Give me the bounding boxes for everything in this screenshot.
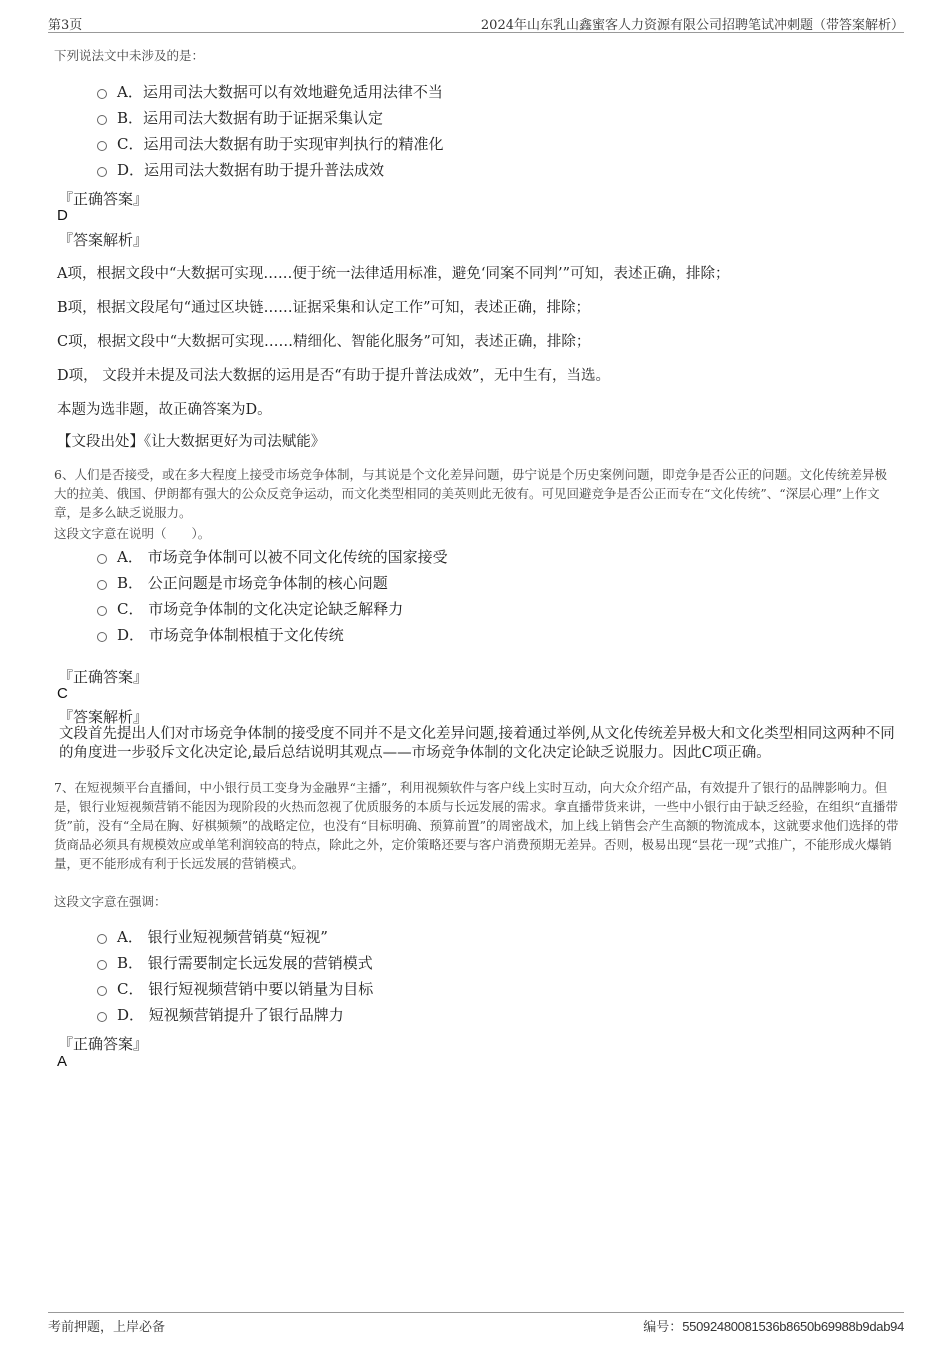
q7-option-a[interactable]: A． 银行业短视频营销莫“短视” [97, 927, 328, 947]
document-title: 2024年山东乳山鑫蜜客人力资源有限公司招聘笔试冲刺题（带答案解析） [480, 18, 904, 33]
q6-option-b[interactable]: B． 公正问题是市场竞争体制的核心问题 [97, 573, 388, 593]
q5-option-b[interactable]: B．运用司法大数据有助于证据采集认定 [97, 108, 383, 128]
q5-source: 【文段出处】《让大数据更好为司法赋能》 [57, 434, 326, 450]
q6-analysis: 文段首先提出人们对市场竞争体制的接受度不同并不是文化差异问题,接着通过举例,从文化传统差异极大和文化类型相同这两种不同的角度进一步驳斥文化决定论,最后总结说明其观点——市场竞争体制的文化决定论缺乏说服力。因此C项正确。 [59, 726, 895, 761]
radio-icon[interactable] [97, 986, 107, 996]
q7-option-b[interactable]: B． 银行需要制定长远发展的营销模式 [97, 953, 373, 973]
page-header [48, 14, 904, 33]
q5-analysis-b: B项，根据文段尾句“通过区块链……证据采集和认定工作”可知，表述正确，排除； [57, 300, 590, 316]
q5-option-d[interactable]: D．运用司法大数据有助于提升普法成效 [97, 160, 384, 180]
q6-option-d[interactable]: D． 市场竞争体制根植于文化传统 [97, 625, 344, 645]
q5-analysis-d: D项， 文段并未提及司法大数据的运用是否“有助于提升普法成效”，无中生有，当选。 [57, 368, 611, 384]
q6-option-a[interactable]: A． 市场竞争体制可以被不同文化传统的国家接受 [97, 547, 448, 567]
q5-answer-label: 『正确答案』 [58, 190, 149, 208]
radio-icon[interactable] [97, 167, 107, 177]
radio-icon[interactable] [97, 960, 107, 970]
q5-option-a[interactable]: A．运用司法大数据可以有效地避免适用法律不当 [97, 82, 443, 102]
radio-icon[interactable] [97, 141, 107, 151]
q5-analysis-c: C项，根据文段中“大数据可实现……精细化、智能化服务”可知，表述正确，排除； [57, 334, 591, 350]
q6-analysis-label: 『答案解析』 [58, 708, 149, 726]
page-number: 第3页 [48, 18, 83, 33]
q7-answer: A [57, 1053, 68, 1070]
document-code [643, 1316, 904, 1335]
q5-analysis-label: 『答案解析』 [58, 231, 149, 249]
q6-answer: C [57, 685, 68, 702]
q7-answer-label: 『正确答案』 [58, 1035, 149, 1053]
radio-icon[interactable] [97, 632, 107, 642]
q7-passage: 7、在短视频平台直播间，中小银行员工变身为金融界“主播”，利用视频软件与客户线上实时互动，向大众介绍产品，有效提升了银行的品牌影响力。但是，银行业短视频营销不能因为现阶段的火热而忽视了优质服务的本质与长远发展的需求。拿直播带货来讲，一些中小银行由于缺乏经验，在组织“直播带货”前，没有“全局在胸、好棋频频”的战略定位，也没有“目标明确、预算前置”的周密战术，加上线上销售会产生高额的物流成本，这就要求他们选择的带货商品必须具有规模效应或单笔利润较高的特点，除此之外，定价策略还要与客户消费预期无差异。否则，极易出现“昙花一现”式推广，不能形成火爆销量，更不能形成有利于长远发展的营销模式。 [54, 780, 899, 871]
radio-icon[interactable] [97, 1012, 107, 1022]
radio-icon[interactable] [97, 115, 107, 125]
radio-icon[interactable] [97, 89, 107, 99]
q6-answer-label: 『正确答案』 [58, 668, 149, 686]
page-footer [48, 1312, 904, 1336]
radio-icon[interactable] [97, 934, 107, 944]
code-value: 55092480081536b8650b69988b9dab94 [682, 1319, 904, 1334]
q6-passage: 6、人们是否接受，或在多大程度上接受市场竞争体制，与其说是个文化差异问题，毋宁说是个历史案例问题，即竞争是否公正的问题。文化传统差异极大的拉美、俄国、伊朗都有强大的公众反竞争运动，而文化类型相同的美英则此无彼有。可见回避竞争是否公正而专在“文化传统”、“深层心理”上作文章，是多么缺乏说服力。 [54, 467, 887, 520]
q5-prompt: 下列说法文中未涉及的是： [54, 48, 205, 63]
footer-slogan: 考前押题，上岸必备 [48, 1320, 166, 1335]
q6-option-c[interactable]: C． 市场竞争体制的文化决定论缺乏解释力 [97, 599, 403, 619]
q5-analysis-conclusion: 本题为选非题，故正确答案为D。 [57, 402, 272, 418]
q5-answer: D [57, 207, 68, 224]
q7-prompt: 这段文字意在强调： [54, 894, 167, 909]
radio-icon[interactable] [97, 606, 107, 616]
q7-option-c[interactable]: C． 银行短视频营销中要以销量为目标 [97, 979, 373, 999]
code-label: 编号： [643, 1320, 683, 1335]
q7-option-d[interactable]: D． 短视频营销提升了银行品牌力 [97, 1005, 344, 1025]
radio-icon[interactable] [97, 580, 107, 590]
q5-analysis-a: A项，根据文段中“大数据可实现……便于统一法律适用标准，避免‘同案不同判’”可知，表述正确，排除； [57, 266, 730, 282]
q5-option-c[interactable]: C．运用司法大数据有助于实现审判执行的精准化 [97, 134, 443, 154]
radio-icon[interactable] [97, 554, 107, 564]
q6-prompt: 这段文字意在说明（ ）。 [54, 526, 211, 541]
